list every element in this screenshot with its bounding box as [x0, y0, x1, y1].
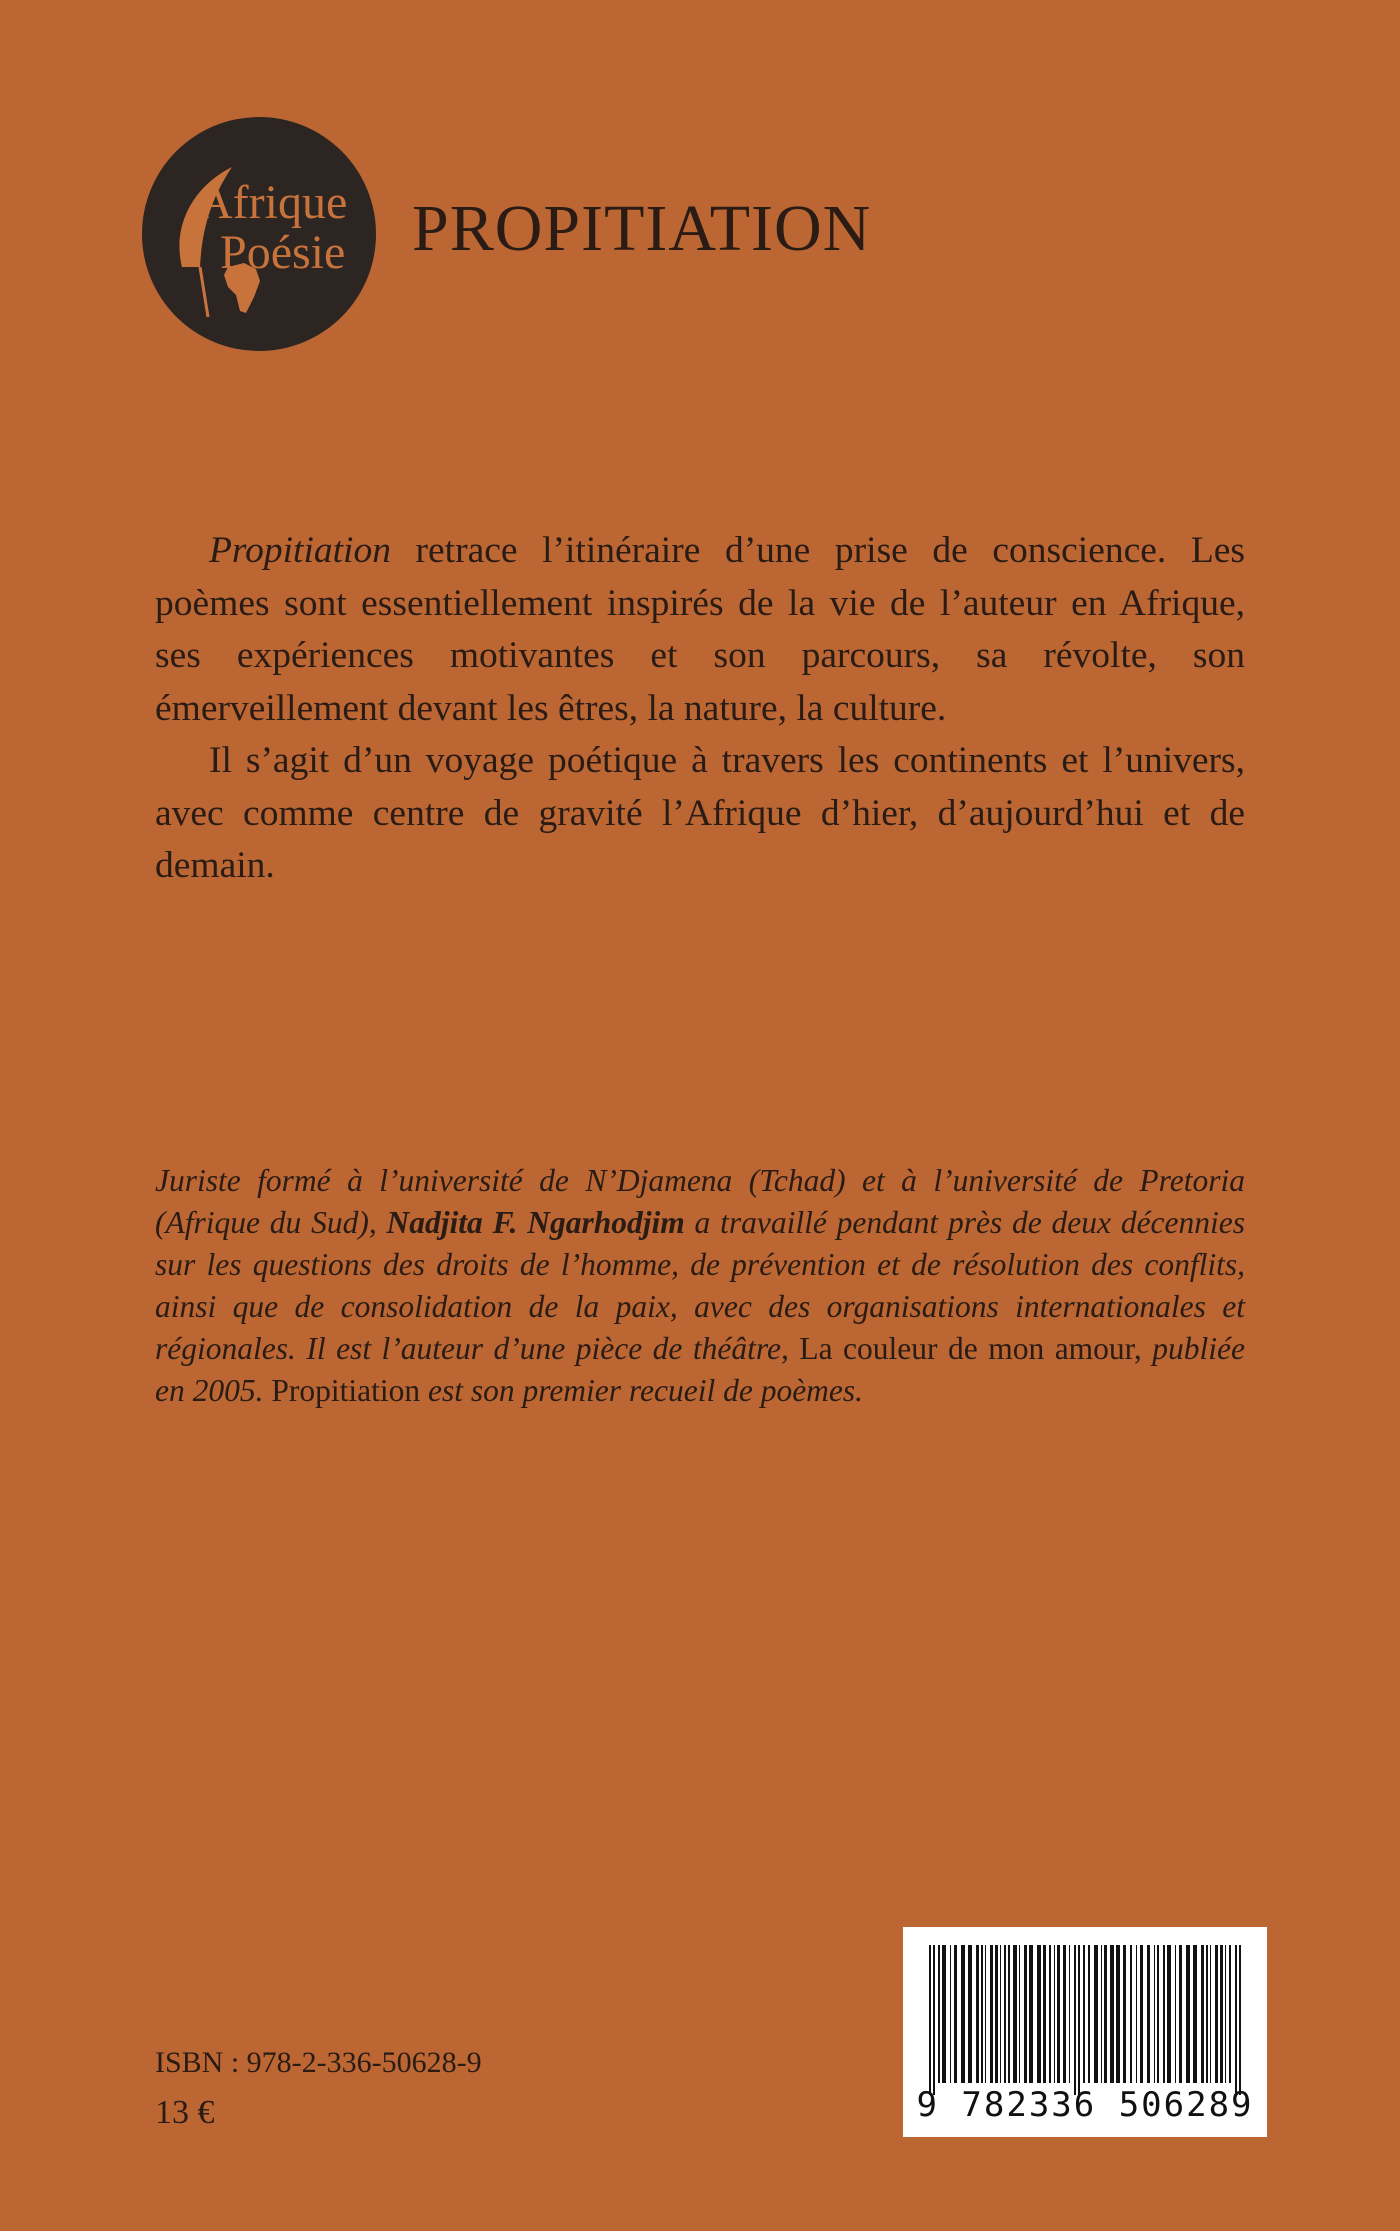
barcode-bar	[1043, 1945, 1046, 2083]
barcode-bar	[1013, 1945, 1017, 2083]
bio-play-title: La couleur de mon amour,	[799, 1331, 1142, 1366]
barcode-bar	[961, 1945, 965, 2083]
barcode-bar	[1083, 1945, 1085, 2083]
barcode-bar	[1069, 1945, 1070, 2083]
book-blurb	[155, 525, 1245, 893]
barcode-bar	[1154, 1945, 1155, 2083]
barcode-bar	[976, 1945, 979, 2083]
barcode-bar	[1210, 1945, 1211, 2083]
barcode-bar	[1175, 1945, 1176, 2083]
barcode-bar	[1167, 1945, 1171, 2083]
barcode-bar	[1104, 1945, 1107, 2083]
book-title: PROPITIATION	[412, 192, 872, 265]
blurb-paragraph-1	[155, 525, 1245, 735]
blurb-paragraph-2: Il s’agit d’un voyage poétique à travers les continents et l’univers, avec comme centre de gravité l’Afrique d’hier, d’aujourd’hui et de demain.	[155, 740, 1245, 886]
logo-text-poesie: Poésie	[220, 226, 346, 279]
barcode-bar	[1024, 1945, 1027, 2083]
barcode-bar	[1057, 1945, 1060, 2083]
barcode-bar	[1004, 1945, 1006, 2083]
barcode-bar	[1201, 1945, 1204, 2083]
barcode-bar	[1220, 1945, 1223, 2083]
barcode-bar	[1088, 1945, 1090, 2083]
barcode-bar	[1157, 1945, 1159, 2083]
bio-text-3: publiée en 2005.	[155, 1331, 1246, 1408]
barcode-bar	[1229, 1945, 1231, 2083]
barcode-bar	[1235, 1945, 1237, 2095]
barcode-bar	[1136, 1945, 1137, 2083]
barcode-bar	[950, 1945, 951, 2083]
barcode-bar	[995, 1945, 998, 2083]
barcode-bar	[929, 1945, 931, 2095]
blurb-book-title: Propitiation	[209, 530, 391, 571]
barcode-bar	[1163, 1945, 1165, 2083]
barcode-digits: 9 782336 506289	[916, 2085, 1254, 2125]
barcode-bar	[1049, 1945, 1051, 2083]
barcode-bar	[1215, 1945, 1218, 2083]
bio-book-title: Propitiation	[271, 1373, 421, 1408]
barcode-bar	[1000, 1945, 1001, 2083]
barcode-bar	[938, 1945, 940, 2083]
barcode-bar	[1037, 1945, 1041, 2083]
barcode-bar	[1179, 1945, 1182, 2083]
barcode-bar	[942, 1945, 946, 2083]
barcode-bar	[1186, 1945, 1190, 2083]
barcode-bar	[1094, 1945, 1098, 2083]
barcode-bar	[990, 1945, 993, 2083]
bio-text-4: est son premier recueil de poèmes.	[420, 1373, 864, 1408]
isbn-text: ISBN : 978-2-336-50628-9	[155, 2046, 482, 2079]
blurb-paragraph-1-text: retrace l’itinéraire d’une prise de conscience. Les poèmes sont essentiellement inspirés de la vie de l’auteur en Afrique, ses expériences motivantes et son parcours, sa révolte, son émerveillement devant les êtres, la nature, la culture.	[155, 530, 1245, 729]
barcode-bar	[1130, 1945, 1132, 2083]
barcode-bar	[1147, 1945, 1150, 2083]
logo-text-afrique: Afrique	[198, 176, 348, 229]
barcode-bar	[1239, 1945, 1241, 2095]
barcode	[903, 1927, 1267, 2137]
barcode-bar	[1078, 1945, 1080, 2095]
barcode-bar	[968, 1945, 972, 2083]
author-name: Nadjita F. Ngarhodjim	[386, 1205, 685, 1240]
barcode-bar	[1193, 1945, 1197, 2083]
price-text: 13 €	[155, 2094, 215, 2131]
barcode-bar	[954, 1945, 957, 2083]
barcode-bar	[981, 1945, 983, 2083]
bio-text-1: Juriste formé à l’université de N’Djamena (Tchad) et à l’université de Pretoria (Afrique du Sud),	[155, 1163, 1245, 1240]
barcode-bar	[1029, 1945, 1033, 2083]
publisher-logo	[142, 117, 376, 351]
barcode-bar	[1101, 1945, 1102, 2083]
barcode-bar	[1054, 1945, 1055, 2083]
barcode-bar	[1225, 1945, 1226, 2083]
author-bio	[155, 1160, 1245, 1412]
barcode-bar	[1206, 1945, 1208, 2083]
bio-text-2: a travaillé pendant près de deux décennies sur les questions des droits de l’homme, de prévention et de résolution des conflits, ainsi que de consolidation de la paix, avec des organisations internationales et régionales. Il est l’auteur d’une pièce de théâtre,	[155, 1205, 1245, 1366]
barcode-bar	[1116, 1945, 1120, 2083]
barcode-bar	[1110, 1945, 1114, 2083]
barcode-bar	[1140, 1945, 1143, 2083]
barcode-bar	[1123, 1945, 1126, 2083]
barcode-bar	[1019, 1945, 1020, 2083]
barcode-bar	[1063, 1945, 1066, 2083]
barcode-bar	[1074, 1945, 1076, 2095]
barcode-bar	[985, 1945, 986, 2083]
barcode-bar	[1008, 1945, 1010, 2083]
barcode-bar	[933, 1945, 935, 2095]
